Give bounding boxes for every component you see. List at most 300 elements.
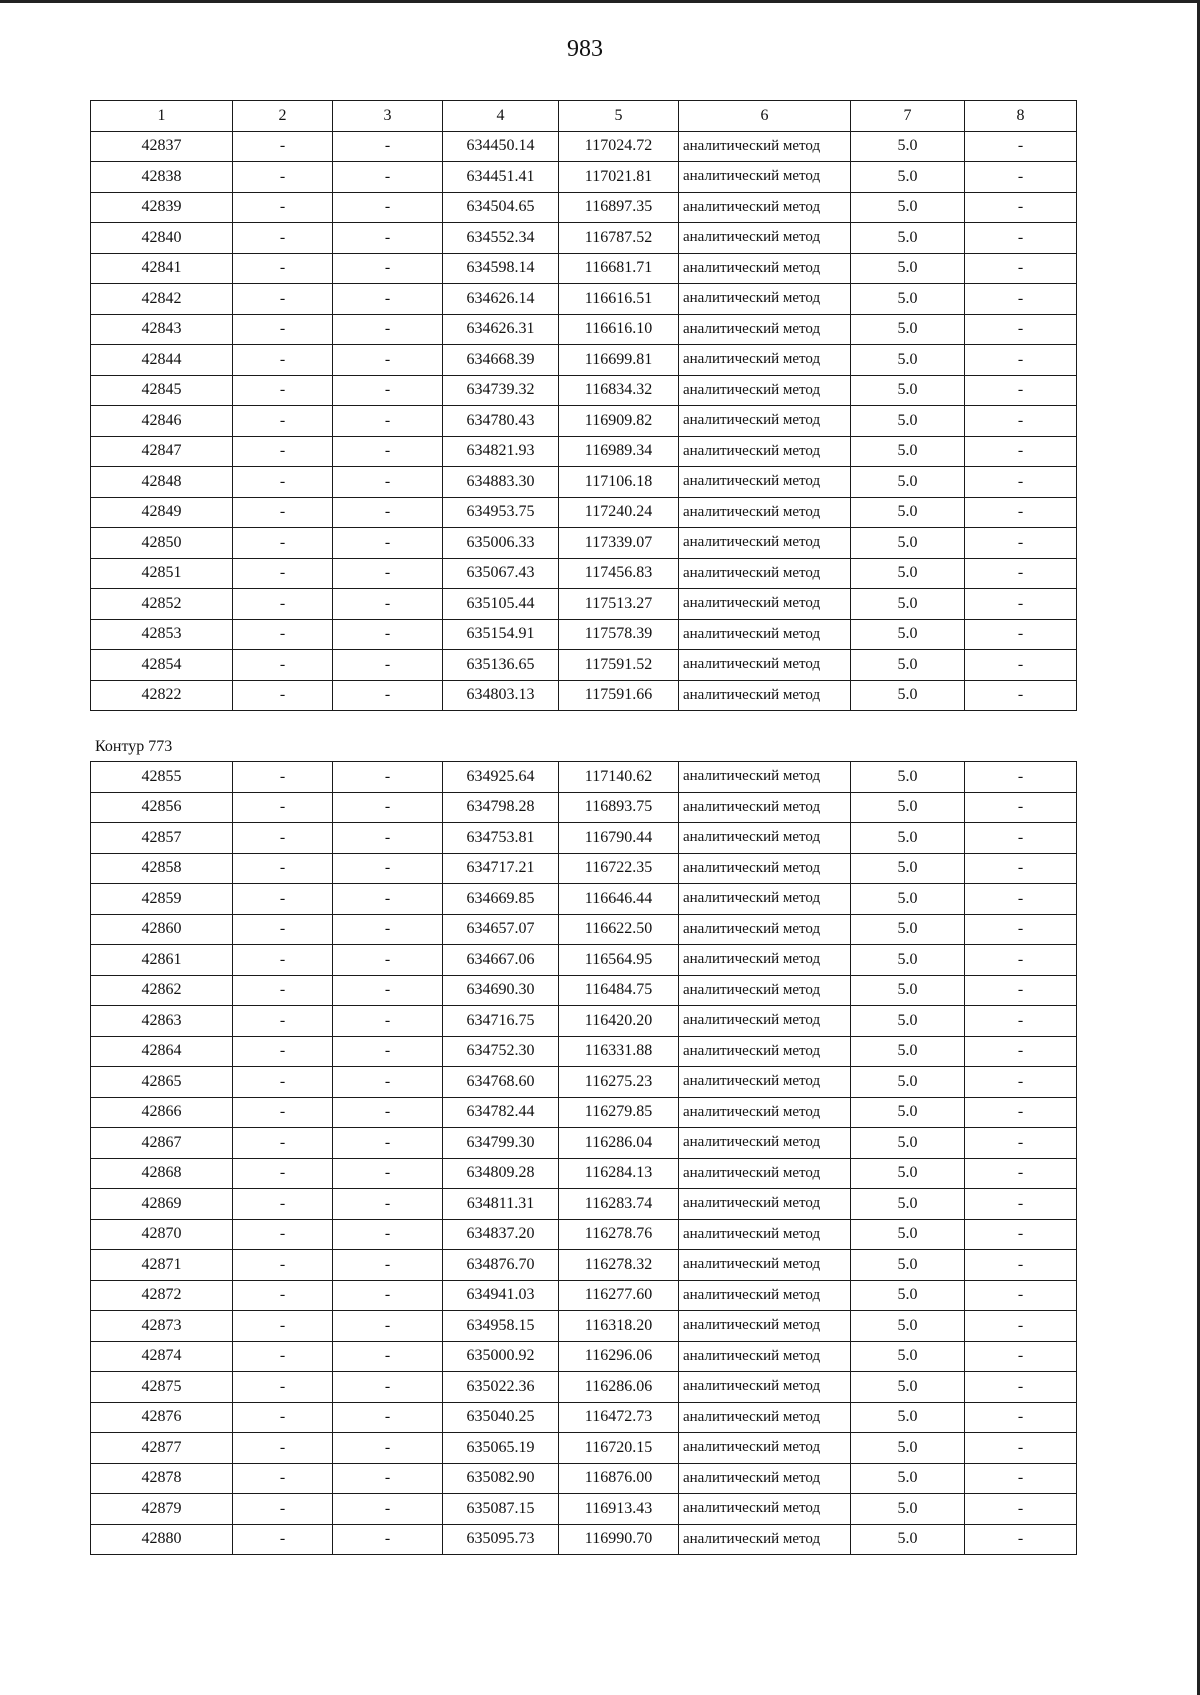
table-body (91, 762, 1077, 1555)
table-cell: 634626.31 (443, 314, 559, 345)
table-cell: 5.0 (851, 853, 965, 884)
table-cell: 5.0 (851, 1524, 965, 1555)
table-cell: 634716.75 (443, 1006, 559, 1037)
table-cell: - (233, 1036, 333, 1067)
table-cell: 5.0 (851, 914, 965, 945)
table-cell: - (333, 1463, 443, 1494)
table-cell: - (965, 792, 1077, 823)
table-cell: 634811.31 (443, 1189, 559, 1220)
coordinates-table (90, 100, 1077, 711)
column-header: 1 (91, 101, 233, 132)
table-cell: - (233, 762, 333, 793)
table-cell: - (233, 1067, 333, 1098)
table-cell: - (233, 853, 333, 884)
table-cell: 42841 (91, 253, 233, 284)
table-cell: 116278.76 (559, 1219, 679, 1250)
table-cell: 42846 (91, 406, 233, 437)
table-cell: - (333, 1524, 443, 1555)
table-cell: 5.0 (851, 975, 965, 1006)
table-cell: 635065.19 (443, 1433, 559, 1464)
table-cell: аналитический метод (679, 284, 851, 315)
table-cell: - (333, 762, 443, 793)
column-header: 8 (965, 101, 1077, 132)
table-cell: - (965, 945, 1077, 976)
table-cell: 116834.32 (559, 375, 679, 406)
page-number: 983 (567, 36, 603, 62)
table-cell: 635006.33 (443, 528, 559, 559)
table-cell: - (233, 1219, 333, 1250)
table-row (91, 1372, 1077, 1403)
table-cell: - (233, 1494, 333, 1525)
table-cell: 5.0 (851, 1036, 965, 1067)
table-cell: 42869 (91, 1189, 233, 1220)
table-cell: - (965, 497, 1077, 528)
table-row (91, 1524, 1077, 1555)
table-cell: 5.0 (851, 284, 965, 315)
table-cell: 42866 (91, 1097, 233, 1128)
table-cell: аналитический метод (679, 345, 851, 376)
table-cell: 116275.23 (559, 1067, 679, 1098)
table-cell: 634837.20 (443, 1219, 559, 1250)
table-cell: аналитический метод (679, 223, 851, 254)
table-cell: - (333, 1036, 443, 1067)
table-row (91, 1036, 1077, 1067)
table-cell: аналитический метод (679, 619, 851, 650)
table-cell: - (965, 1219, 1077, 1250)
table-cell: 116296.06 (559, 1341, 679, 1372)
table-cell: 42843 (91, 314, 233, 345)
table-cell: - (965, 1433, 1077, 1464)
table-cell: - (333, 528, 443, 559)
table-cell: 634803.13 (443, 680, 559, 711)
table-cell: - (333, 1402, 443, 1433)
coordinates-table-contour (90, 761, 1077, 1555)
table-cell: 116897.35 (559, 192, 679, 223)
table-cell: 635105.44 (443, 589, 559, 620)
table-cell: аналитический метод (679, 1250, 851, 1281)
table-cell: 116283.74 (559, 1189, 679, 1220)
table-cell: 634753.81 (443, 823, 559, 854)
table-cell: - (333, 345, 443, 376)
table-row (91, 436, 1077, 467)
table-cell: 634876.70 (443, 1250, 559, 1281)
table-row (91, 975, 1077, 1006)
table-cell: 634669.85 (443, 884, 559, 915)
table-cell: 116616.51 (559, 284, 679, 315)
table-cell: 116990.70 (559, 1524, 679, 1555)
table-cell: - (233, 945, 333, 976)
table-cell: 634451.41 (443, 162, 559, 193)
table-cell: - (965, 253, 1077, 284)
table-cell: 635082.90 (443, 1463, 559, 1494)
table-cell: 42870 (91, 1219, 233, 1250)
table-cell: 116331.88 (559, 1036, 679, 1067)
table-cell: 116420.20 (559, 1006, 679, 1037)
table-cell: аналитический метод (679, 1036, 851, 1067)
table-header-row (91, 101, 1077, 132)
table-cell: 116876.00 (559, 1463, 679, 1494)
table-row (91, 1311, 1077, 1342)
table-cell: - (965, 1341, 1077, 1372)
table-row (91, 1067, 1077, 1098)
table-cell: 42852 (91, 589, 233, 620)
table-cell: 42880 (91, 1524, 233, 1555)
table-cell: 117021.81 (559, 162, 679, 193)
table-cell: аналитический метод (679, 192, 851, 223)
table-row (91, 884, 1077, 915)
column-header: 3 (333, 101, 443, 132)
table-cell: - (333, 1341, 443, 1372)
table-cell: - (333, 1250, 443, 1281)
table-cell: 116318.20 (559, 1311, 679, 1342)
table-cell: 634450.14 (443, 131, 559, 162)
table-row (91, 1128, 1077, 1159)
table-row (91, 284, 1077, 315)
contour-label: Контур 773 (95, 738, 173, 755)
table-cell: - (333, 1128, 443, 1159)
table-cell: 116284.13 (559, 1158, 679, 1189)
table-cell: 5.0 (851, 345, 965, 376)
table-row (91, 914, 1077, 945)
table-cell: 634598.14 (443, 253, 559, 284)
table-cell: 635154.91 (443, 619, 559, 650)
table-row (91, 467, 1077, 498)
table-cell: 116646.44 (559, 884, 679, 915)
table-cell: 42838 (91, 162, 233, 193)
table-cell: 5.0 (851, 650, 965, 681)
table-cell: аналитический метод (679, 1219, 851, 1250)
table-cell: - (233, 558, 333, 589)
table-cell: - (233, 223, 333, 254)
table-cell: 117578.39 (559, 619, 679, 650)
table-row (91, 853, 1077, 884)
table-cell: 116790.44 (559, 823, 679, 854)
table-cell: - (965, 284, 1077, 315)
table-cell: 116787.52 (559, 223, 679, 254)
table-cell: 42874 (91, 1341, 233, 1372)
table-cell: 42845 (91, 375, 233, 406)
table-cell: 42840 (91, 223, 233, 254)
table-row (91, 792, 1077, 823)
table-cell: 5.0 (851, 589, 965, 620)
table-cell: 116286.06 (559, 1372, 679, 1403)
table-cell: - (965, 436, 1077, 467)
table-cell: 42839 (91, 192, 233, 223)
table-cell: аналитический метод (679, 1158, 851, 1189)
table-cell: 116472.73 (559, 1402, 679, 1433)
table-cell: 634768.60 (443, 1067, 559, 1098)
table-cell: - (333, 131, 443, 162)
table-cell: - (965, 1494, 1077, 1525)
table-cell: 634668.39 (443, 345, 559, 376)
table-row (91, 497, 1077, 528)
table-cell: 42854 (91, 650, 233, 681)
table-cell: 634752.30 (443, 1036, 559, 1067)
table-cell: 42867 (91, 1128, 233, 1159)
table-cell: 5.0 (851, 792, 965, 823)
table-cell: 116277.60 (559, 1280, 679, 1311)
table-cell: 42860 (91, 914, 233, 945)
table-cell: - (233, 1128, 333, 1159)
table-cell: 116279.85 (559, 1097, 679, 1128)
table-row (91, 345, 1077, 376)
table-cell: - (333, 1158, 443, 1189)
table-cell: - (965, 914, 1077, 945)
table-cell: - (333, 162, 443, 193)
table-cell: 5.0 (851, 1097, 965, 1128)
table-cell: аналитический метод (679, 497, 851, 528)
table-row (91, 223, 1077, 254)
table-cell: 42855 (91, 762, 233, 793)
table-cell: - (333, 314, 443, 345)
table-cell: - (333, 253, 443, 284)
table-cell: 634798.28 (443, 792, 559, 823)
table-row (91, 1494, 1077, 1525)
table-cell: 5.0 (851, 467, 965, 498)
table-cell: - (965, 375, 1077, 406)
table-cell: аналитический метод (679, 528, 851, 559)
table-cell: 634941.03 (443, 1280, 559, 1311)
table-cell: аналитический метод (679, 914, 851, 945)
table-row (91, 314, 1077, 345)
table-cell: 5.0 (851, 1311, 965, 1342)
table-cell: 42865 (91, 1067, 233, 1098)
table-row (91, 619, 1077, 650)
table-cell: 5.0 (851, 945, 965, 976)
table-row (91, 1097, 1077, 1128)
table-cell: аналитический метод (679, 975, 851, 1006)
table-cell: 42850 (91, 528, 233, 559)
table-cell: 117339.07 (559, 528, 679, 559)
table-cell: - (233, 314, 333, 345)
table-cell: - (333, 589, 443, 620)
table-cell: 635087.15 (443, 1494, 559, 1525)
table-row (91, 823, 1077, 854)
table-cell: 42844 (91, 345, 233, 376)
table-cell: - (333, 884, 443, 915)
table-cell: - (233, 528, 333, 559)
table-cell: - (333, 975, 443, 1006)
table-cell: - (333, 284, 443, 315)
table-cell: 5.0 (851, 1128, 965, 1159)
table-cell: 42849 (91, 497, 233, 528)
table-cell: 42837 (91, 131, 233, 162)
table-cell: 634504.65 (443, 192, 559, 223)
table-cell: 116722.35 (559, 853, 679, 884)
table-cell: - (233, 1097, 333, 1128)
table-cell: 116913.43 (559, 1494, 679, 1525)
table-cell: 5.0 (851, 1372, 965, 1403)
table-cell: 5.0 (851, 1158, 965, 1189)
table-cell: - (233, 589, 333, 620)
table-cell: 5.0 (851, 1280, 965, 1311)
table-cell: - (965, 558, 1077, 589)
table-cell: - (333, 792, 443, 823)
table-cell: 117456.83 (559, 558, 679, 589)
table-cell: - (965, 1311, 1077, 1342)
table-cell: - (333, 406, 443, 437)
table-cell: - (965, 1097, 1077, 1128)
table-cell: - (965, 314, 1077, 345)
table-cell: - (333, 436, 443, 467)
table-cell: - (333, 914, 443, 945)
table-cell: - (233, 1006, 333, 1037)
table-cell: - (233, 253, 333, 284)
table-cell: - (333, 680, 443, 711)
table-cell: 5.0 (851, 497, 965, 528)
table-cell: 116681.71 (559, 253, 679, 284)
table-cell: - (233, 1280, 333, 1311)
table-cell: 634821.93 (443, 436, 559, 467)
table-cell: - (965, 345, 1077, 376)
table-cell: - (333, 1311, 443, 1342)
table-cell: - (233, 406, 333, 437)
table-cell: 116699.81 (559, 345, 679, 376)
column-header: 4 (443, 101, 559, 132)
table-cell: 116616.10 (559, 314, 679, 345)
table-cell: 635040.25 (443, 1402, 559, 1433)
table-cell: - (965, 1067, 1077, 1098)
table-row (91, 1250, 1077, 1281)
table-cell: 5.0 (851, 1250, 965, 1281)
table-cell: 42872 (91, 1280, 233, 1311)
table-cell: 42858 (91, 853, 233, 884)
table-cell: - (965, 528, 1077, 559)
table-cell: аналитический метод (679, 314, 851, 345)
table-cell: - (333, 1189, 443, 1220)
table-cell: 5.0 (851, 223, 965, 254)
table-row (91, 253, 1077, 284)
table-cell: - (965, 1250, 1077, 1281)
table-cell: - (965, 853, 1077, 884)
table-row (91, 680, 1077, 711)
table-cell: 42878 (91, 1463, 233, 1494)
table-cell: аналитический метод (679, 1280, 851, 1311)
table-cell: - (233, 497, 333, 528)
table-cell: аналитический метод (679, 762, 851, 793)
table-cell: 42859 (91, 884, 233, 915)
table-cell: 116893.75 (559, 792, 679, 823)
table-cell: - (965, 1128, 1077, 1159)
table-cell: - (333, 223, 443, 254)
table-cell: - (333, 497, 443, 528)
table-cell: - (965, 975, 1077, 1006)
table-cell: 5.0 (851, 1006, 965, 1037)
table-cell: 5.0 (851, 1463, 965, 1494)
table-cell: - (233, 1341, 333, 1372)
table-row (91, 1189, 1077, 1220)
table-cell: 5.0 (851, 762, 965, 793)
table-row (91, 945, 1077, 976)
table-cell: аналитический метод (679, 162, 851, 193)
table-row (91, 131, 1077, 162)
table-cell: 5.0 (851, 253, 965, 284)
column-header: 2 (233, 101, 333, 132)
table-cell: аналитический метод (679, 1494, 851, 1525)
table-row (91, 1433, 1077, 1464)
table-cell: аналитический метод (679, 1433, 851, 1464)
table-cell: - (333, 1372, 443, 1403)
table-cell: 117591.66 (559, 680, 679, 711)
table-cell: 42848 (91, 467, 233, 498)
column-header: 6 (679, 101, 851, 132)
table-cell: 634780.43 (443, 406, 559, 437)
table-cell: аналитический метод (679, 1341, 851, 1372)
table-cell: - (333, 1219, 443, 1250)
table-cell: - (333, 1433, 443, 1464)
table-cell: - (333, 945, 443, 976)
table-cell: 42847 (91, 436, 233, 467)
table-row (91, 1402, 1077, 1433)
table-cell: - (233, 1158, 333, 1189)
table-cell: - (233, 1524, 333, 1555)
table-cell: 42862 (91, 975, 233, 1006)
table-cell: 5.0 (851, 558, 965, 589)
table-cell: - (333, 650, 443, 681)
table-cell: - (333, 823, 443, 854)
table-cell: 5.0 (851, 192, 965, 223)
column-header: 7 (851, 101, 965, 132)
table-cell: - (233, 375, 333, 406)
table-cell: аналитический метод (679, 467, 851, 498)
table-cell: - (965, 1036, 1077, 1067)
table-cell: 634667.06 (443, 945, 559, 976)
table-cell: 42861 (91, 945, 233, 976)
table-cell: - (965, 467, 1077, 498)
table-cell: - (965, 1463, 1077, 1494)
table-cell: - (965, 131, 1077, 162)
table-cell: 635000.92 (443, 1341, 559, 1372)
table-cell: - (233, 619, 333, 650)
table-cell: 635095.73 (443, 1524, 559, 1555)
table-cell: 42864 (91, 1036, 233, 1067)
table-cell: - (233, 1402, 333, 1433)
table-cell: - (333, 1006, 443, 1037)
table-cell: - (965, 162, 1077, 193)
table-cell: - (965, 762, 1077, 793)
table-cell: - (965, 192, 1077, 223)
table-cell: аналитический метод (679, 1402, 851, 1433)
table-cell: 42863 (91, 1006, 233, 1037)
table-cell: 635067.43 (443, 558, 559, 589)
table-cell: аналитический метод (679, 1311, 851, 1342)
table-cell: 634883.30 (443, 467, 559, 498)
table-row (91, 1158, 1077, 1189)
table-cell: - (233, 680, 333, 711)
table-row (91, 650, 1077, 681)
table-cell: - (333, 1494, 443, 1525)
table-cell: 5.0 (851, 619, 965, 650)
table-cell: - (965, 884, 1077, 915)
table-cell: аналитический метод (679, 406, 851, 437)
table-cell: 5.0 (851, 1189, 965, 1220)
table-row (91, 1280, 1077, 1311)
table-cell: аналитический метод (679, 680, 851, 711)
table-cell: - (233, 467, 333, 498)
table-cell: - (233, 436, 333, 467)
table-cell: 42856 (91, 792, 233, 823)
table-cell: - (333, 1280, 443, 1311)
table-cell: 635136.65 (443, 650, 559, 681)
table-cell: аналитический метод (679, 823, 851, 854)
table-cell: аналитический метод (679, 1067, 851, 1098)
table-cell: аналитический метод (679, 1463, 851, 1494)
table-cell: - (965, 650, 1077, 681)
table-cell: - (233, 1372, 333, 1403)
table-cell: - (233, 345, 333, 376)
table-cell: 634657.07 (443, 914, 559, 945)
table-cell: - (965, 223, 1077, 254)
